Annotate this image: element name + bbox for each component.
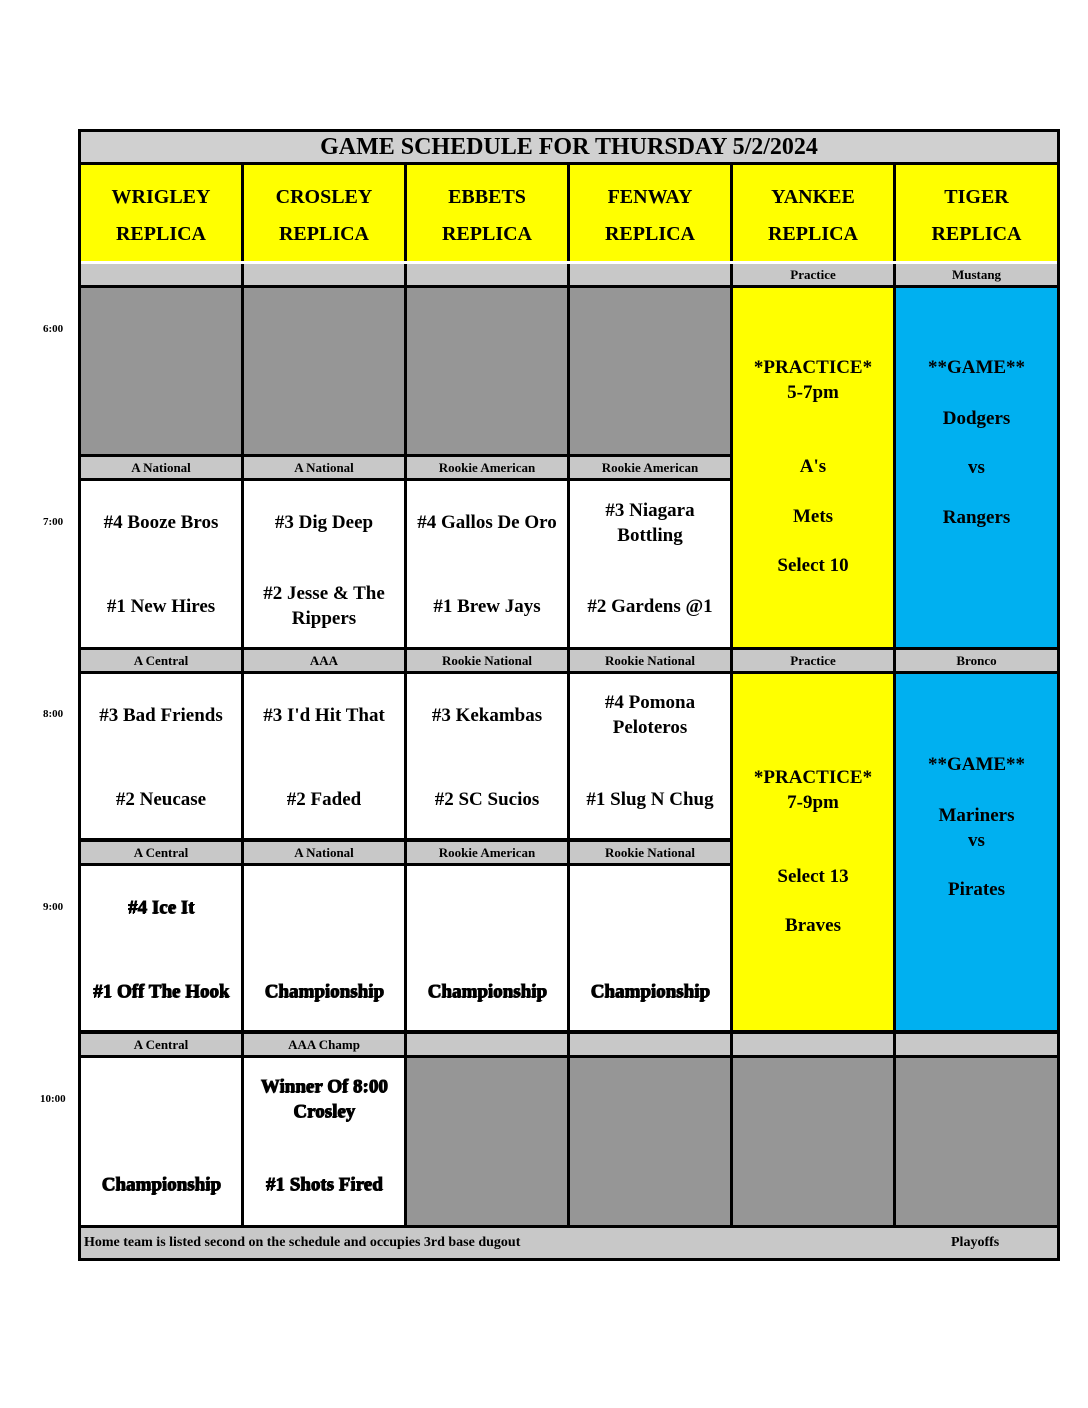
division-label: [570, 264, 730, 285]
practice-heading: *PRACTICE*: [753, 357, 873, 378]
empty-slot: [733, 1058, 893, 1225]
division-label: [407, 264, 567, 285]
practice-team: Braves: [785, 915, 841, 936]
field-name: CROSLEY: [275, 186, 373, 208]
field-sub: REPLICA: [278, 223, 369, 245]
game-slot: [244, 1058, 404, 1225]
home-team: #2 Gardens @1: [587, 596, 713, 617]
game-slot: [570, 674, 730, 838]
division-label: A National: [244, 457, 404, 478]
division-label: AAA: [244, 650, 404, 671]
game-slot: [407, 674, 567, 838]
division-label: Rookie American: [407, 457, 567, 478]
home-team: #1 Off The Hook: [92, 981, 230, 1002]
yankee-practice-block-1: [733, 288, 893, 647]
practice-heading: *PRACTICE*: [753, 767, 873, 788]
game-heading: **GAME**: [927, 357, 1026, 378]
field-name: EBBETS: [448, 186, 526, 208]
empty-slot: [407, 288, 567, 454]
game-slot: [407, 866, 567, 1030]
field-header-crosley: [244, 165, 404, 261]
game-slot: [570, 866, 730, 1030]
game-team: Dodgers: [942, 408, 1011, 429]
division-label: Mustang: [896, 264, 1057, 285]
game-slot: [407, 481, 567, 647]
time-label: 6:00: [43, 323, 64, 335]
time-label: 10:00: [40, 1093, 66, 1105]
field-sub: REPLICA: [115, 223, 206, 245]
practice-team: Mets: [792, 506, 834, 527]
field-name: TIGER: [944, 186, 1009, 208]
division-label: A National: [244, 842, 404, 863]
away-team: #4 Booze Bros: [103, 512, 219, 533]
game-slot: [81, 481, 241, 647]
field-name: FENWAY: [607, 186, 693, 208]
empty-slot: [896, 1058, 1057, 1225]
practice-team: Select 10: [777, 555, 849, 576]
away-team: Winner Of 8:00 Crosley: [260, 1076, 388, 1122]
home-team: #1 Brew Jays: [433, 596, 541, 617]
division-label: Practice: [733, 650, 893, 671]
division-label: AAA Champ: [244, 1034, 404, 1055]
division-label: Rookie National: [570, 650, 730, 671]
division-label: [896, 1034, 1057, 1055]
division-label: Practice: [733, 264, 893, 285]
game-slot: [570, 481, 730, 647]
game-slot: [244, 866, 404, 1030]
empty-slot: [244, 288, 404, 454]
time-label: 8:00: [43, 708, 64, 720]
field-sub: REPLICA: [767, 223, 858, 245]
division-label: [244, 264, 404, 285]
field-sub: REPLICA: [441, 223, 532, 245]
game-team: Mariners: [938, 805, 1015, 826]
game-slot: [81, 674, 241, 838]
versus-text: vs: [968, 457, 985, 478]
division-label: Rookie American: [570, 457, 730, 478]
field-header-yankee: [733, 165, 893, 261]
schedule-title: GAME SCHEDULE FOR THURSDAY 5/2/2024: [81, 132, 1057, 162]
home-team: #2 Faded: [286, 789, 362, 810]
division-label: Rookie American: [407, 842, 567, 863]
home-team: Championship: [590, 981, 710, 1002]
empty-slot: [570, 288, 730, 454]
division-label: A National: [81, 457, 241, 478]
game-team: Pirates: [948, 879, 1005, 900]
away-team: #3 Bad Friends: [99, 705, 223, 726]
field-header-tiger: [896, 165, 1057, 261]
division-label: [407, 1034, 567, 1055]
empty-slot: [407, 1058, 567, 1225]
game-slot: [81, 866, 241, 1030]
field-sub: REPLICA: [604, 223, 695, 245]
field-name: WRIGLEY: [111, 186, 211, 208]
tiger-game-block-1: [896, 288, 1057, 647]
field-sub: REPLICA: [931, 223, 1022, 245]
game-team: Rangers: [942, 507, 1011, 528]
division-label: [81, 264, 241, 285]
away-team: #4 Ice It: [127, 897, 195, 918]
division-label: A Central: [81, 1034, 241, 1055]
yankee-practice-block-2: [733, 674, 893, 1030]
time-label: 7:00: [43, 516, 64, 528]
home-team: #1 Slug N Chug: [586, 789, 714, 810]
away-team: #3 Kekambas: [431, 705, 543, 726]
field-header-ebbets: [407, 165, 567, 261]
division-label: Rookie National: [570, 842, 730, 863]
division-label: A Central: [81, 842, 241, 863]
footer-tag: Playoffs: [951, 1235, 1000, 1250]
division-label: [733, 1034, 893, 1055]
away-team: #4 Pomona Peloteros: [604, 692, 696, 738]
division-label: Rookie National: [407, 650, 567, 671]
home-team: #2 SC Sucios: [434, 789, 540, 810]
practice-team: A's: [799, 456, 827, 477]
field-header-wrigley: [81, 165, 241, 261]
home-team: Championship: [101, 1174, 221, 1195]
footer-note: Home team is listed second on the schedule and occupies 3rd base dugout: [84, 1235, 521, 1250]
field-header-fenway: [570, 165, 730, 261]
home-team: Championship: [427, 981, 547, 1002]
game-slot: [81, 1058, 241, 1225]
practice-team: Select 13: [777, 866, 849, 887]
field-name: YANKEE: [771, 186, 855, 208]
tiger-game-block-2: [896, 674, 1057, 1030]
home-team: #2 Neucase: [115, 789, 207, 810]
away-team: #3 Dig Deep: [274, 512, 374, 533]
empty-slot: [570, 1058, 730, 1225]
game-slot: [244, 481, 404, 647]
empty-slot: [81, 288, 241, 454]
schedule-footer: [81, 1228, 1057, 1258]
practice-hours: 5-7pm: [787, 382, 839, 403]
time-label: 9:00: [43, 901, 64, 913]
practice-hours: 7-9pm: [787, 792, 839, 813]
home-team: Championship: [264, 981, 384, 1002]
away-team: #3 Niagara Bottling: [605, 500, 695, 546]
away-team: #3 I'd Hit That: [263, 705, 385, 726]
away-team: #4 Gallos De Oro: [417, 512, 557, 533]
game-heading: **GAME**: [927, 754, 1026, 775]
home-team: #2 Jesse & The Rippers: [263, 583, 385, 629]
division-label: Bronco: [896, 650, 1057, 671]
division-label: [570, 1034, 730, 1055]
division-label: A Central: [81, 650, 241, 671]
home-team: #1 New Hires: [106, 596, 216, 617]
game-slot: [244, 674, 404, 838]
home-team: #1 Shots Fired: [265, 1174, 383, 1195]
versus-text: vs: [968, 830, 985, 851]
